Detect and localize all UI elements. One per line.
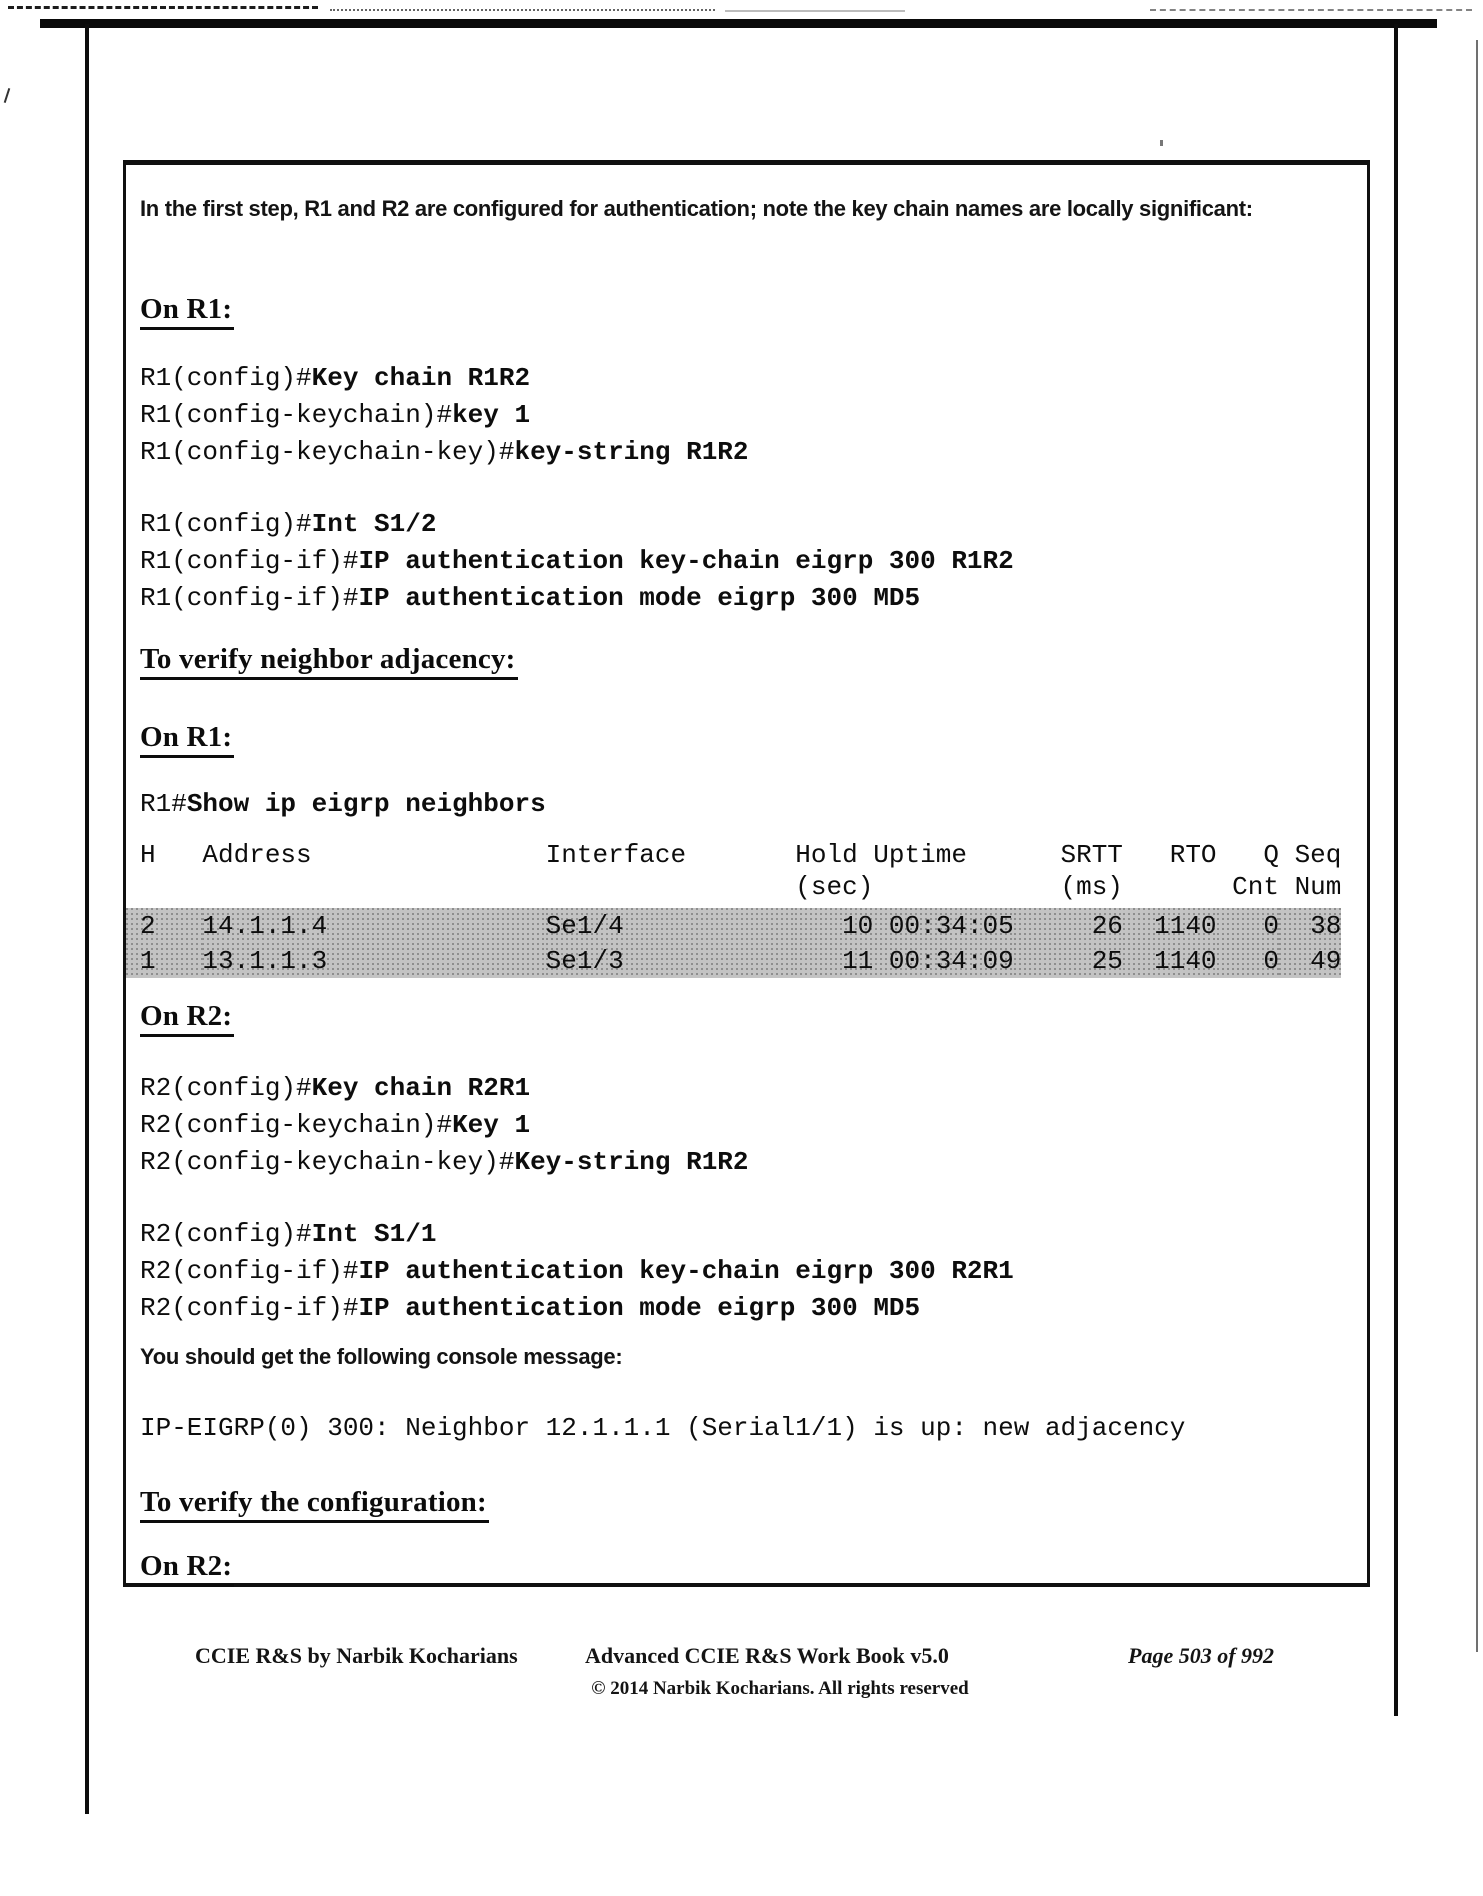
cli-command: Int S1/2 xyxy=(311,509,437,539)
cli-line xyxy=(140,434,749,471)
cell-qcnt: 0 xyxy=(1217,943,1279,978)
cli-line xyxy=(140,1070,749,1107)
cli-prompt: R1(config)# xyxy=(140,509,312,539)
neighbor-row-1 xyxy=(126,908,1341,943)
cell-address: 14.1.1.4 xyxy=(202,908,545,943)
scan-noise-dash-line xyxy=(8,6,318,9)
cli-command: Key 1 xyxy=(452,1110,531,1140)
heading-on-r2-verify: On R2: xyxy=(140,1550,234,1587)
table-subheader-row xyxy=(126,870,1341,902)
cli-command: IP authentication mode eigrp 300 MD5 xyxy=(358,583,921,613)
cli-command: IP authentication key-chain eigrp 300 R1R2 xyxy=(358,546,1014,576)
col-header: Seq xyxy=(1294,840,1342,870)
scan-right-margin-line xyxy=(1476,40,1478,1652)
col-subheader: Cnt xyxy=(1232,872,1279,902)
cli-prompt: R1(config-if)# xyxy=(140,546,359,576)
page-top-edge xyxy=(40,19,1437,28)
cell-interface: Se1/3 xyxy=(546,943,796,978)
col-subheader: (ms) xyxy=(1060,872,1123,902)
cli-prompt: R1(config-if)# xyxy=(140,583,359,613)
eigrp-neighbor-table xyxy=(126,838,1341,978)
cli-command: Key-string R1R2 xyxy=(514,1147,749,1177)
cell-hold-uptime: 10 00:34:05 xyxy=(795,908,1013,943)
heading-on-r1-config: On R1: xyxy=(140,293,234,330)
cli-line xyxy=(140,1290,1014,1327)
heading-verify-config: To verify the configuration: xyxy=(140,1486,489,1523)
cli-prompt: R2(config)# xyxy=(140,1219,312,1249)
cli-line xyxy=(140,580,1014,617)
cli-line xyxy=(140,1253,1014,1290)
scan-noise-dash-line-right xyxy=(1150,9,1472,11)
cli-command: Int S1/1 xyxy=(311,1219,437,1249)
cli-command: IP authentication mode eigrp 300 MD5 xyxy=(358,1293,921,1323)
footer-copyright: © 2014 Narbik Kocharians. All rights reserved xyxy=(591,1678,969,1699)
table-header-row xyxy=(126,838,1341,870)
cli-command: Key chain R1R2 xyxy=(311,363,531,393)
cli-prompt: R2(config)# xyxy=(140,1073,312,1103)
cell-h: 2 xyxy=(126,908,202,943)
cli-prompt: R2(config-if)# xyxy=(140,1256,359,1286)
neighbor-row-2 xyxy=(126,943,1341,978)
scan-noise-dotted-line xyxy=(330,9,715,11)
col-header: Interface xyxy=(545,840,687,870)
cli-line xyxy=(140,506,1014,543)
cell-qcnt: 0 xyxy=(1217,908,1279,943)
cell-srtt: 26 xyxy=(1014,908,1123,943)
cli-prompt: R2(config-if)# xyxy=(140,1293,359,1323)
cell-address: 13.1.1.3 xyxy=(202,943,545,978)
col-subheader: (sec) xyxy=(795,872,874,902)
cli-command: Show ip eigrp neighbors xyxy=(186,789,546,819)
cli-prompt: R1(config-keychain-key)# xyxy=(140,437,515,467)
cli-line xyxy=(140,1216,1014,1253)
cli-line xyxy=(140,1107,749,1144)
cli-command: IP authentication key-chain eigrp 300 R2R1 xyxy=(358,1256,1014,1286)
scan-speck xyxy=(1160,140,1163,146)
col-header: SRTT xyxy=(1060,840,1123,870)
cli-block-r2-keychain xyxy=(140,1070,749,1181)
console-note: You should get the following console message: xyxy=(140,1344,623,1369)
col-header: H xyxy=(140,840,156,870)
page-right-edge xyxy=(1394,24,1398,1716)
footer-book-title: Advanced CCIE R&S Work Book v5.0 xyxy=(585,1643,949,1668)
cli-prompt: R2(config-keychain)# xyxy=(140,1110,453,1140)
col-subheader xyxy=(1123,870,1217,902)
page-left-edge xyxy=(85,24,89,1814)
cell-srtt: 25 xyxy=(1014,943,1123,978)
cell-seqnum: 49 xyxy=(1279,943,1341,978)
col-subheader xyxy=(126,870,202,902)
heading-on-r2-config: On R2: xyxy=(140,1000,234,1037)
col-subheader xyxy=(546,870,796,902)
console-message: IP-EIGRP(0) 300: Neighbor 12.1.1.1 (Serial1/1) is up: new adjacency xyxy=(140,1413,1186,1443)
cli-prompt: R1(config-keychain)# xyxy=(140,400,453,430)
col-header: Address xyxy=(202,840,312,870)
scan-noise-faint-line xyxy=(725,10,905,12)
cli-command: key-string R1R2 xyxy=(514,437,749,467)
col-header: Q xyxy=(1263,840,1279,870)
cli-line-show-neighbors xyxy=(140,786,546,823)
cli-prompt: R1(config)# xyxy=(140,363,312,393)
heading-verify-adjacency: To verify neighbor adjacency: xyxy=(140,643,518,680)
col-header: RTO xyxy=(1169,840,1217,870)
intro-paragraph: In the first step, R1 and R2 are configured for authentication; note the key chain names are locally significant: xyxy=(140,196,1253,221)
col-subheader: Num xyxy=(1294,872,1342,902)
col-subheader xyxy=(202,870,545,902)
cell-rto: 1140 xyxy=(1123,908,1217,943)
cli-line xyxy=(140,543,1014,580)
cli-block-r2-interface xyxy=(140,1216,1014,1327)
footer-page-number: Page 503 of 992 xyxy=(1128,1643,1275,1668)
cli-command: Key chain R2R1 xyxy=(311,1073,531,1103)
cell-rto: 1140 xyxy=(1123,943,1217,978)
cli-line xyxy=(140,1144,749,1181)
scan-speck xyxy=(4,88,11,103)
cli-prompt: R1# xyxy=(140,789,187,819)
content-frame xyxy=(123,160,1370,1587)
cli-line xyxy=(140,360,749,397)
cli-line xyxy=(140,397,749,434)
cli-block-r1-interface xyxy=(140,506,1014,617)
cli-prompt: R2(config-keychain-key)# xyxy=(140,1147,515,1177)
cell-h: 1 xyxy=(126,943,202,978)
footer-author: CCIE R&S by Narbik Kocharians xyxy=(195,1643,518,1668)
cell-interface: Se1/4 xyxy=(546,908,796,943)
cli-block-r1-keychain xyxy=(140,360,749,471)
cell-seqnum: 38 xyxy=(1279,908,1341,943)
cli-command: key 1 xyxy=(452,400,531,430)
col-header: Hold Uptime xyxy=(795,840,967,870)
cell-hold-uptime: 11 00:34:09 xyxy=(795,943,1013,978)
heading-on-r1-verify: On R1: xyxy=(140,721,234,758)
